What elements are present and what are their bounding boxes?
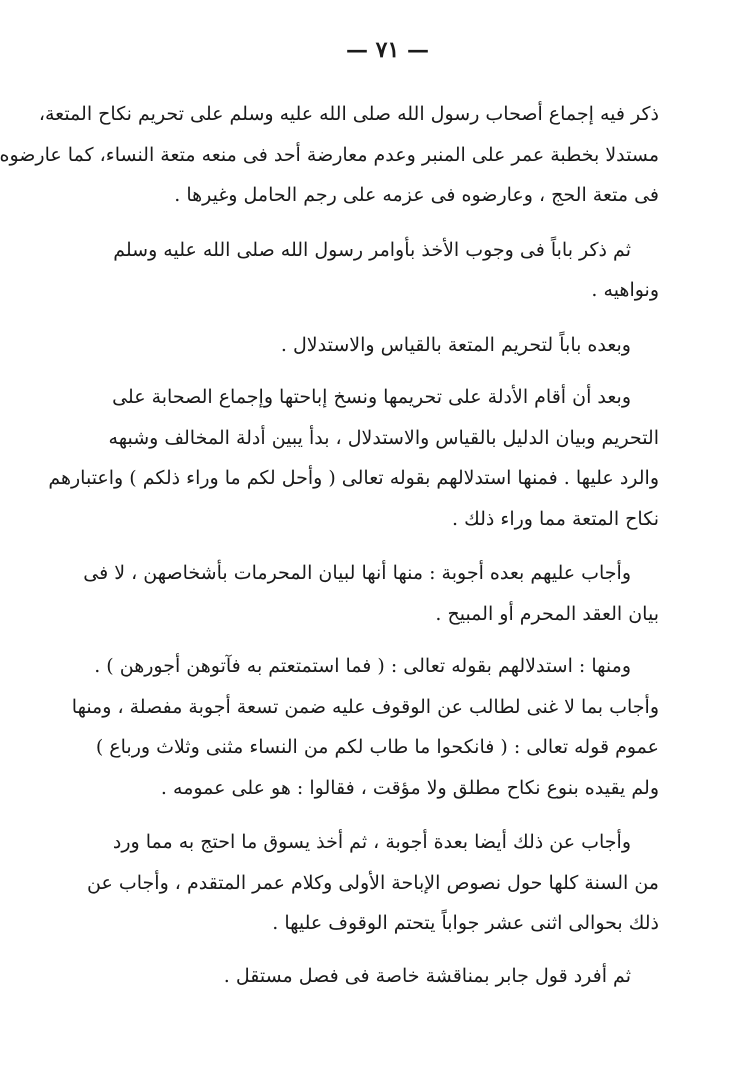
text-line: من السنة كلها حول نصوص الإباحة الأولى وكلام عمر المتقدم ، وأجاب عن: [87, 871, 659, 894]
text-line: نكاح المتعة مما وراء ذلك .: [452, 507, 659, 530]
text-line: ثم أفرد قول جابر بمناقشة خاصة فى فصل مستقل .: [223, 964, 631, 987]
text-line: مستدلا بخطبة عمر على المنبر وعدم معارضة أحد فى منعه متعة النساء، كما عارضوه: [0, 143, 659, 166]
text-line: التحريم وبيان الدليل بالقياس والاستدلال ، بدأ يبين أدلة المخالف وشبهه: [108, 426, 659, 449]
text-line: ذلك بحوالى اثنى عشر جواباً يتحتم الوقوف عليها .: [272, 912, 659, 934]
body-text: [0, 94, 659, 996]
paragraph: [71, 646, 659, 808]
text-line: فى متعة الحج ، وعارضوه فى عزمه على رجم الحامل وغيرها .: [174, 184, 659, 206]
text-line: وبعده باباً لتحريم المتعة بالقياس والاستدلال .: [280, 333, 631, 356]
text-line: وأجاب بما لا غنى لطالب عن الوقوف عليه ضمن تسعة أجوبة مفصلة ، ومنها: [71, 695, 659, 718]
text-line: وأجاب عليهم بعده أجوبة : منها أنها لبيان المحرمات بأشخاصهن ، لا فى: [83, 562, 631, 584]
text-line: ولم يقيده بنوع نكاح مطلق ولا مؤقت ، فقالوا : هو على عمومه .: [160, 776, 659, 799]
paragraph: [83, 553, 659, 634]
page-number: — ٧١ —: [346, 37, 429, 63]
paragraph: [87, 822, 659, 944]
text-line: ومنها : استدلالهم بقوله تعالى : ( فما استمتعتم به فآتوهن أجورهن ) .: [94, 655, 631, 677]
paragraph: [116, 325, 659, 366]
text-line: وبعد أن أقام الأدلة على تحريمها ونسخ إباحتها وإجماع الصحابة على: [112, 386, 631, 408]
paragraph: [48, 377, 659, 539]
text-line: بيان العقد المحرم أو المبيح .: [435, 602, 659, 625]
text-line: والرد عليها . فمنها استدلالهم بقوله تعالى ( وأحل لكم ما وراء ذلكم ) واعتبارهم: [48, 467, 659, 489]
text-line: عموم قوله تعالى : ( فانكحوا ما طاب لكم من النساء مثنى وثلاث ورباع ): [95, 736, 659, 758]
text-line: ثم ذكر باباً فى وجوب الأخذ بأوامر رسول الله صلى الله عليه وسلم: [113, 238, 631, 261]
text-line: وأجاب عن ذلك أيضا بعدة أجوبة ، ثم أخذ يسوق ما احتج به مما ورد: [112, 831, 631, 853]
paragraph: [113, 230, 659, 311]
text-line: ونواهيه .: [591, 279, 659, 301]
paragraph: [0, 94, 659, 216]
text-line: ذكر فيه إجماع أصحاب رسول الله صلى الله عليه وسلم على تحريم نكاح المتعة،: [38, 103, 659, 125]
paragraph: [116, 956, 659, 997]
